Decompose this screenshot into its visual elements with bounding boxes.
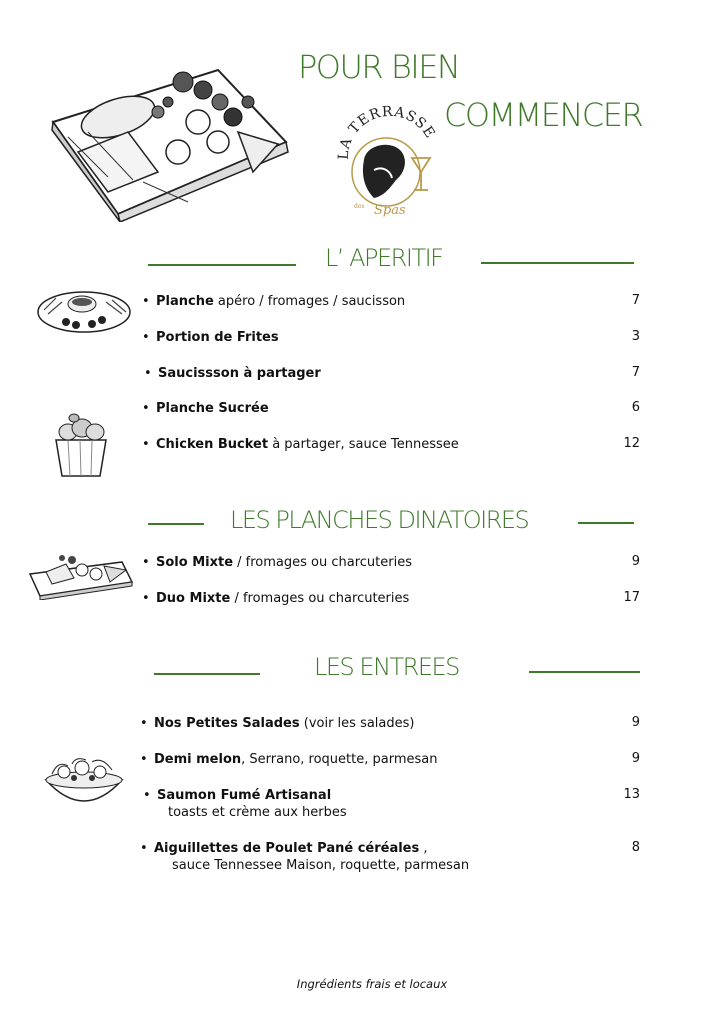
section-title-aperitif: L’ APERITIF bbox=[325, 244, 443, 272]
la-terrasse-logo bbox=[334, 100, 446, 220]
page-title-line2: COMMENCER bbox=[444, 96, 643, 134]
menu-item-price: 13 bbox=[623, 787, 640, 802]
menu-item-price: 7 bbox=[631, 293, 640, 308]
planche-board-icon bbox=[26, 548, 136, 600]
section-rule-left bbox=[148, 523, 204, 525]
menu-item-aiguillettes: • Aiguillettes de Poulet Pané céréales , bbox=[140, 841, 428, 856]
section-rule-right bbox=[481, 262, 634, 264]
section-title-planches: LES PLANCHES DINATOIRES bbox=[230, 506, 529, 534]
menu-item-price: 17 bbox=[623, 590, 640, 605]
menu-item-saucisson: • Saucissson à partager bbox=[144, 366, 321, 381]
menu-item-planche-sucree: • Planche Sucrée bbox=[142, 401, 269, 416]
svg-text:Spas: Spas bbox=[374, 203, 406, 218]
menu-item-petites-salades: • Nos Petites Salades (voir les salades) bbox=[140, 716, 415, 731]
section-rule-left bbox=[148, 264, 296, 266]
menu-item-price: 12 bbox=[623, 436, 640, 451]
menu-item-solo-mixte: • Solo Mixte / fromages ou charcuteries bbox=[142, 555, 412, 570]
menu-item-price: 6 bbox=[631, 400, 640, 415]
aperitif-plate-icon bbox=[36, 280, 132, 340]
footer-note: Ingrédients frais et locaux bbox=[296, 977, 448, 991]
charcuterie-board-icon bbox=[48, 62, 293, 222]
menu-item-saumon-fume: • Saumon Fumé Artisanal bbox=[143, 788, 332, 803]
menu-item-subtitle: toasts et crème aux herbes bbox=[168, 805, 347, 820]
menu-item-price: 3 bbox=[631, 329, 640, 344]
menu-item-price: 7 bbox=[631, 365, 640, 380]
svg-text:des: des bbox=[354, 203, 365, 210]
chicken-bucket-icon bbox=[50, 410, 112, 480]
section-rule-left bbox=[154, 673, 260, 675]
section-rule-right bbox=[529, 671, 640, 673]
menu-item-portion-frites: • Portion de Frites bbox=[142, 330, 279, 345]
menu-item-price: 9 bbox=[631, 715, 640, 730]
svg-text:LA TERRASSE: LA TERRASSE bbox=[335, 103, 439, 161]
section-rule-right bbox=[578, 522, 634, 524]
menu-item-subtitle: sauce Tennessee Maison, roquette, parmesan bbox=[172, 858, 470, 873]
menu-item-duo-mixte: • Duo Mixte / fromages ou charcuteries bbox=[142, 591, 410, 606]
section-title-entrees: LES ENTREES bbox=[314, 653, 459, 681]
menu-item-price: 8 bbox=[631, 840, 640, 855]
page-title-line1: POUR BIEN bbox=[298, 48, 460, 86]
menu-item-chicken-bucket: • Chicken Bucket à partager, sauce Tennessee bbox=[142, 437, 459, 452]
menu-item-demi-melon: • Demi melon, Serrano, roquette, parmesan bbox=[140, 752, 438, 767]
menu-item-price: 9 bbox=[631, 751, 640, 766]
menu-item-price: 9 bbox=[631, 554, 640, 569]
salad-bowl-icon bbox=[42, 752, 126, 818]
menu-item-planche: • Planche apéro / fromages / saucisson bbox=[142, 294, 406, 309]
